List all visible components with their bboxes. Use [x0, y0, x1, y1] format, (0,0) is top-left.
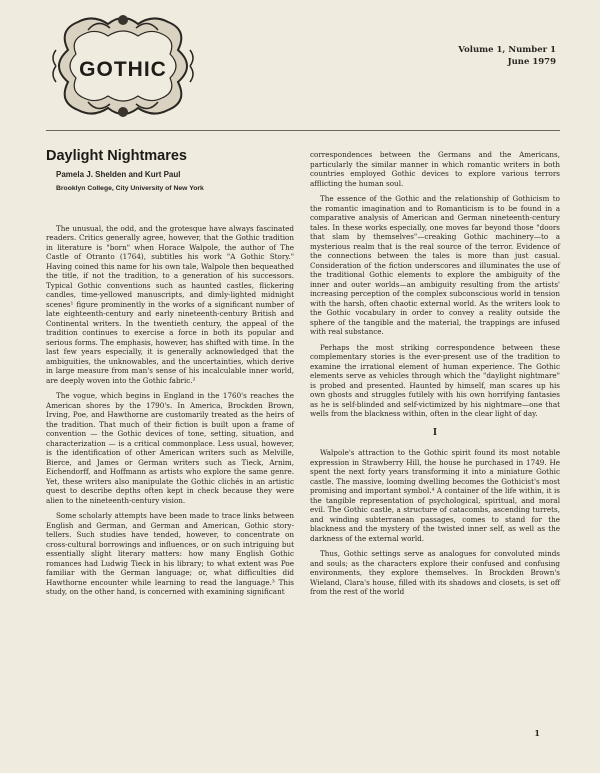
- paragraph: The vogue, which begins in England in the 1760's reaches the American shores by the 1790's. In America, Brockden Brown, Irving, Poe, and Hawthorne are customarily treated as the heirs of the tradition. That much of their fiction is built upon a frame of convention — the Gothic devices of tone, setting, situation, and characterization — is a critical commonplace. Less usual, however, is the identification of other American writers such as Melville, Bierce, and James or German writers such as Tieck, Arnim, Eichendorff, and Hoffmann as artists who explore the same genre. Yet, these writers also manipulate the Gothic clichés in an artistic quest to describe depths often kept in check because they were alien to the nineteenth-century vision.: [46, 391, 294, 505]
- paragraph: Walpole's attraction to the Gothic spirit found its most notable expression in Strawberry Hill, the house he purchased in 1749. He spent the next forty years transforming it into a miniature Gothic castle. The massive, looming dwelling becomes the Gothicist's most promising and important symbol.⁴ A container of the life within, it is the tangible representation of psychological, spiritual, and moral evil. The Gothic castle, a structure of catacombs, ascending turrets, and winding subterranean passages, comes to stand for the blackness and the mystery of the twisted inner self, as well as the darkness of the external world.: [310, 448, 560, 543]
- left-column: [46, 150, 294, 603]
- masthead-frame: [48, 10, 198, 122]
- issue-date: June 1979: [507, 57, 556, 67]
- paragraph: The unusual, the odd, and the grotesque have always fascinated readers. Critics generally agree, however, that the Gothic tradition in literature is "born" when Horace Walpole, the author of The Castle of Otranto (1764), subtitles his work "A Gothic Story." Having coined this name for his own tale, Walpole then bequeathed the title, if not the tradition, to a generation of his successors. Typical Gothic conventions such as haunted castles, flickering candles, time-yellowed manuscripts, and dimly-lighted midnight scenes¹ figure prominently in the works of a significant number of late eighteenth-century and early nineteenth-century British and Continental writers. In the twentieth century, the appeal of the tradition continues to exercise a force in both its popular and serious forms. The emphasis, however, has shifted with time. In the last few years especially, it is generally acknowledged that the ambiguities, the unknowables, and the uncertainties, which derive in large measure from man's sense of his incalculable inner world, are deeply woven into the Gothic fabric.²: [46, 223, 294, 385]
- article-affiliation: Brooklyn College, City University of New York: [56, 185, 204, 192]
- volume-number: Volume 1, Number 1: [458, 45, 556, 55]
- paragraph-continuation: correspondences between the Germans and the Americans, particularly the similar manner in which romantic writers in both countries employed Gothic devices to explore various terrors afflicting the human soul.: [310, 150, 560, 188]
- paragraph: The essence of the Gothic and the relationship of Gothicism to the romantic imagination and to Romanticism is to be found in a comparative analysis of American and German nineteenth-century tales. In these works especially, one moves far beyond those "doors that slam by themselves"—creaking Gothic machinery—to a mysterious realm that is the real source of the terror. Evidence of the connections between the tales is more than just casual. Consideration of the fiction underscores and illuminates the use of the traditional Gothic elements to explore the ambiguity of the inner and outer worlds—an ambiguity resulting from the artists' increasing perception of the complex subconscious world in tension with the harsh, often chaotic external world. As the writers look to the Gothic vocabulary in order to convey a reality outside the sphere of the tangible and the material, the trappings are infused with real substance.: [310, 194, 560, 336]
- issue-info: [458, 44, 556, 68]
- paragraph: Perhaps the most striking correspondence between these complementary stories is the ever-present use of the tradition to examine the irrational element of human experience. The Gothic elements serve as vehicles through which the "daylight nightmare" is probed and presented. Haunted by himself, man scares up his own ghosts and struggles futilely with his own horrifying fantasies as he is self-blinded and self-victimized by his nightmare—one that wells from the blackness within, often in the clear light of day.: [310, 342, 560, 418]
- paragraph: Some scholarly attempts have been made to trace links between English and German, and German and American, Gothic story-tellers. Such studies have tended, however, to concentrate on cross-cultural borrowings and influences, or on such intriguing but essentially slight literary matters: how many English Gothic romances had Ludwig Tieck in his library; to what extent was Poe familiar with the German language; or, what difficulties did Hawthorne encounter while learning to read the language.³ This study, on the other hand, is concerned with examining significant: [46, 511, 294, 596]
- paragraph: Thus, Gothic settings serve as analogues for convoluted minds and souls; as the characters explore their confused and confusing environments, they explore themselves. In Brockden Brown's Wieland, Clara's house, filled with its shadows and closets, is set off from the rest of the world: [310, 549, 560, 596]
- section-heading: I: [432, 427, 438, 438]
- right-column: [310, 150, 560, 603]
- header-divider: [46, 130, 560, 131]
- article-title: Daylight Nightmares: [46, 148, 187, 164]
- journal-title: GOTHIC: [79, 58, 167, 81]
- page-number: 1: [534, 728, 540, 738]
- article-authors: Pamela J. Shelden and Kurt Paul: [56, 169, 181, 179]
